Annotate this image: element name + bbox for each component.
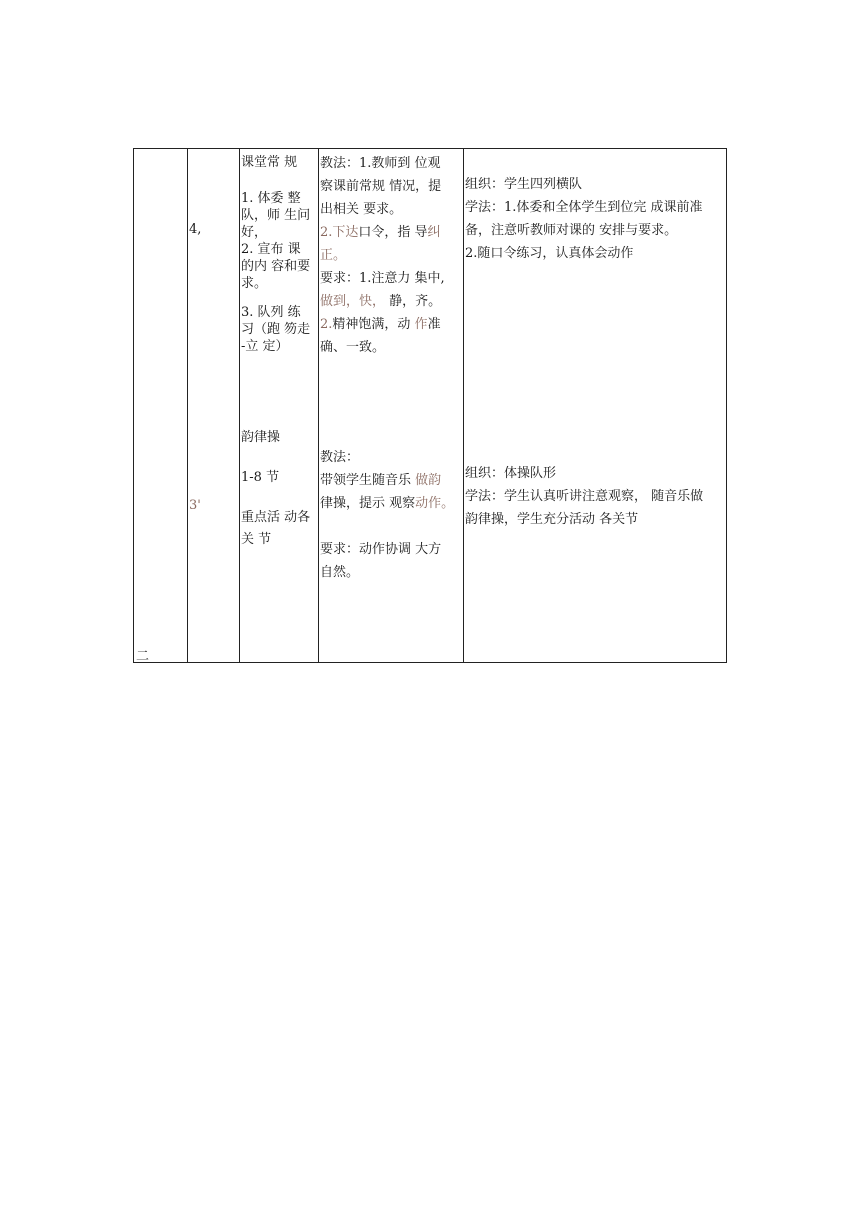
column-divider: [239, 149, 240, 662]
method-text: 1.教师到 位观: [359, 156, 441, 171]
requirement-text: 做到，快，: [320, 294, 386, 309]
method-text: 2.下达: [320, 225, 359, 240]
content-line: 求。: [241, 276, 268, 291]
requirement-text: 精神饱满，动: [332, 317, 415, 332]
method-text: 察课前常规 情况，提: [320, 179, 442, 194]
content-line: 队，师 生问: [241, 208, 311, 223]
method-text: 动作。: [415, 496, 455, 511]
content-line: 1. 体委 整: [241, 191, 301, 206]
requirement-text: 确、一致。: [320, 340, 386, 355]
content-item: [241, 241, 319, 292]
requirement-text: 静，齐。: [385, 294, 442, 309]
requirement-label: 要求：: [320, 271, 360, 286]
requirement-text: 2.: [320, 317, 333, 332]
organization-text: 组织：体操队形: [465, 466, 557, 481]
method-text: 律操，提示 观察: [320, 496, 416, 511]
method-text: 做韵: [415, 473, 442, 488]
student-method: [465, 462, 729, 531]
method-label: 教法：: [320, 156, 360, 171]
content-line: -立 定）: [241, 339, 289, 354]
content-focus: 重点活 动各: [241, 510, 311, 525]
method-text: 纠: [427, 225, 441, 240]
method-label: 教法：: [320, 450, 360, 465]
requirement-text: 准: [427, 317, 441, 332]
content-line: 好，: [241, 225, 268, 240]
requirement-text: 作: [414, 317, 428, 332]
content-title: 韵律操: [241, 430, 281, 445]
study-method-text: 韵律操，学生充分活动 各关节: [465, 512, 639, 527]
time-value: 4,: [189, 222, 202, 237]
study-method-text: 2.随口令练习，认真体会动作: [465, 246, 634, 261]
method-text: 正。: [320, 248, 347, 263]
method-text: 口令，指 导: [358, 225, 428, 240]
lesson-plan-table: [133, 148, 727, 663]
content-title: 课堂常 规: [241, 155, 298, 170]
study-method-text: 备，注意听教师对课的 安排与要求。: [465, 223, 678, 238]
requirement-text: 要求：动作协调 大方: [320, 542, 442, 557]
content-focus: 关 节: [241, 532, 272, 547]
column-divider: [187, 149, 188, 662]
section-number: 二: [136, 649, 150, 664]
content-line: 习（跑 笏走: [241, 322, 311, 337]
requirement-text: 1.注意力 集中,: [359, 271, 445, 286]
content-line: 2. 宣布 课: [241, 242, 301, 257]
organization-text: 组织：学生四列横队: [465, 177, 583, 192]
study-method-text: 学法：学生认真听讲注意观察， 随音乐做: [465, 489, 704, 504]
method-text: 出相关 要求。: [320, 202, 403, 217]
method-text: 带领学生随音乐: [320, 473, 416, 488]
content-item: [241, 190, 319, 241]
content-subtitle: 1-8 节: [241, 470, 280, 485]
content-line: 3. 队列 练: [241, 305, 301, 320]
requirement-text: 自然。: [320, 565, 360, 580]
time-value: 3': [189, 498, 201, 513]
teacher-method: [320, 446, 464, 584]
content-item: [241, 304, 319, 355]
content-block: [241, 152, 319, 355]
student-method: [465, 173, 729, 265]
teacher-method: [320, 152, 464, 359]
content-line: 的内 容和要: [241, 259, 311, 274]
study-method-text: 学法：1.体委和全体学生到位完 成课前准: [465, 200, 703, 215]
